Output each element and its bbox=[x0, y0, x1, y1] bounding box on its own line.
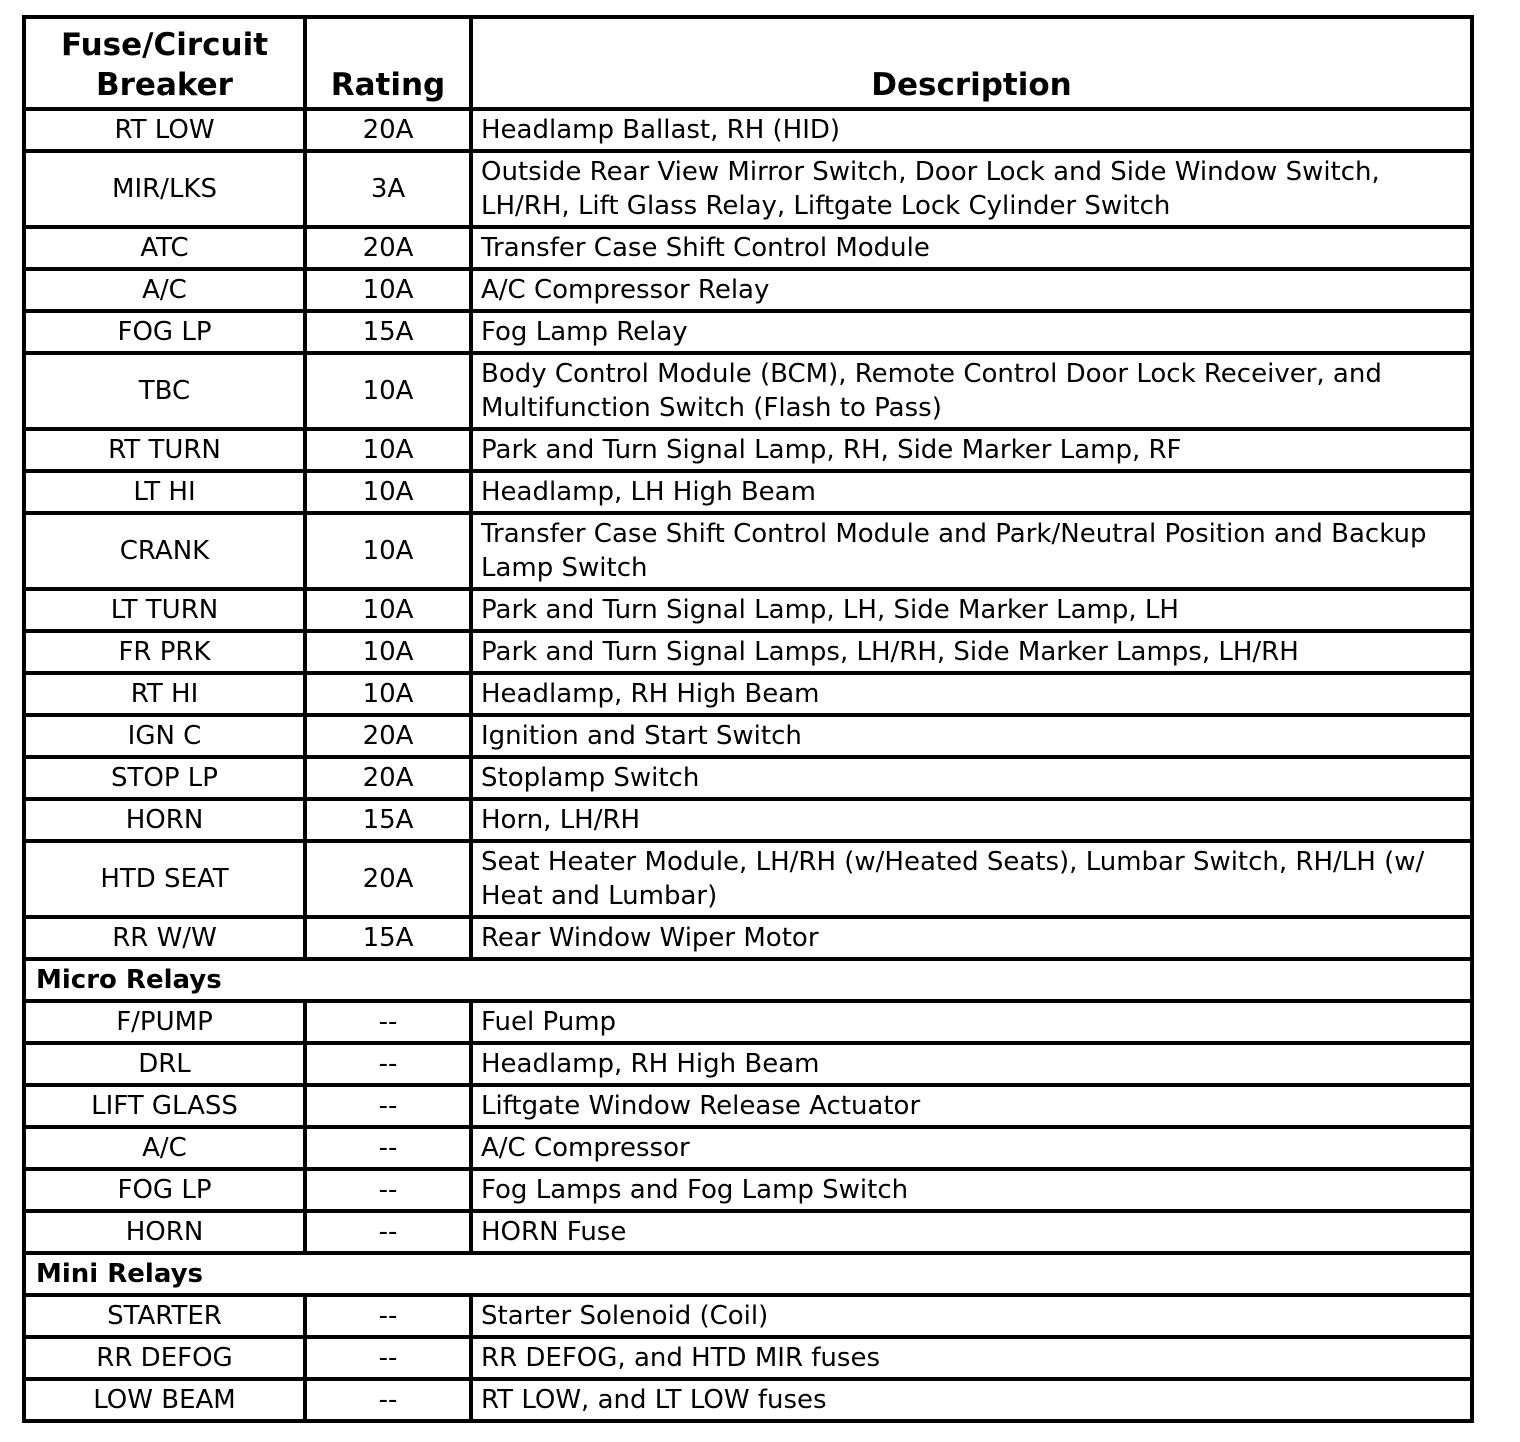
relay-rating: -- bbox=[305, 1211, 471, 1253]
fuse-description: Fog Lamp Relay bbox=[471, 311, 1472, 353]
table-row bbox=[24, 1043, 1472, 1085]
fuse-name: RT HI bbox=[24, 673, 305, 715]
relay-rating: -- bbox=[305, 1001, 471, 1043]
fuse-description: Park and Turn Signal Lamps, LH/RH, Side Marker Lamps, LH/RH bbox=[471, 631, 1472, 673]
fuse-name: IGN C bbox=[24, 715, 305, 757]
relay-description: Headlamp, RH High Beam bbox=[471, 1043, 1472, 1085]
header-rating: Rating bbox=[305, 17, 471, 109]
table-row bbox=[24, 917, 1472, 959]
fuse-description: Horn, LH/RH bbox=[471, 799, 1472, 841]
fuse-description: Ignition and Start Switch bbox=[471, 715, 1472, 757]
fuse-rating: 15A bbox=[305, 799, 471, 841]
table-row bbox=[24, 311, 1472, 353]
relay-rating: -- bbox=[305, 1337, 471, 1379]
table-row bbox=[24, 1211, 1472, 1253]
table-row bbox=[24, 109, 1472, 151]
relay-description: Fuel Pump bbox=[471, 1001, 1472, 1043]
table-row bbox=[24, 1001, 1472, 1043]
section-title-mini-relays: Mini Relays bbox=[24, 1253, 1472, 1295]
table-row bbox=[24, 1127, 1472, 1169]
fuse-name: HTD SEAT bbox=[24, 841, 305, 917]
table-row bbox=[24, 1295, 1472, 1337]
fuse-name: LT HI bbox=[24, 471, 305, 513]
fuse-description: Park and Turn Signal Lamp, LH, Side Marker Lamp, LH bbox=[471, 589, 1472, 631]
header-fuse-line2: Breaker bbox=[96, 67, 233, 103]
fuse-rating: 15A bbox=[305, 917, 471, 959]
fuse-rating: 10A bbox=[305, 269, 471, 311]
table-row bbox=[24, 1337, 1472, 1379]
fuse-rating: 10A bbox=[305, 353, 471, 429]
fuse-description: Transfer Case Shift Control Module and Park/Neutral Position and Backup Lamp Switch bbox=[471, 513, 1472, 589]
table-row bbox=[24, 841, 1472, 917]
table-row bbox=[24, 799, 1472, 841]
relay-name: F/PUMP bbox=[24, 1001, 305, 1043]
relay-name: A/C bbox=[24, 1127, 305, 1169]
relay-rating: -- bbox=[305, 1043, 471, 1085]
relay-rating: -- bbox=[305, 1127, 471, 1169]
relay-description: Starter Solenoid (Coil) bbox=[471, 1295, 1472, 1337]
fuse-name: RT LOW bbox=[24, 109, 305, 151]
fuse-name: A/C bbox=[24, 269, 305, 311]
relay-name: FOG LP bbox=[24, 1169, 305, 1211]
relay-description: RT LOW, and LT LOW fuses bbox=[471, 1379, 1472, 1421]
relay-description: A/C Compressor bbox=[471, 1127, 1472, 1169]
fuse-description: Headlamp, RH High Beam bbox=[471, 673, 1472, 715]
relay-description: HORN Fuse bbox=[471, 1211, 1472, 1253]
table-row bbox=[24, 1379, 1472, 1421]
fuse-rating: 10A bbox=[305, 631, 471, 673]
fuse-name: RR W/W bbox=[24, 917, 305, 959]
fuse-rating: 10A bbox=[305, 471, 471, 513]
fuse-rating: 20A bbox=[305, 841, 471, 917]
relay-name: STARTER bbox=[24, 1295, 305, 1337]
fuse-name: HORN bbox=[24, 799, 305, 841]
relay-name: HORN bbox=[24, 1211, 305, 1253]
fuse-rating: 10A bbox=[305, 513, 471, 589]
fuse-name: TBC bbox=[24, 353, 305, 429]
fuse-name: FR PRK bbox=[24, 631, 305, 673]
table-row bbox=[24, 673, 1472, 715]
relay-name: LOW BEAM bbox=[24, 1379, 305, 1421]
fuse-table bbox=[22, 15, 1474, 1423]
fuse-rating: 3A bbox=[305, 151, 471, 227]
relay-description: Liftgate Window Release Actuator bbox=[471, 1085, 1472, 1127]
fuse-description: A/C Compressor Relay bbox=[471, 269, 1472, 311]
header-fuse-line1: Fuse/Circuit bbox=[60, 27, 269, 63]
fuse-rating: 20A bbox=[305, 109, 471, 151]
table-row bbox=[24, 269, 1472, 311]
relay-rating: -- bbox=[305, 1295, 471, 1337]
fuse-description: Stoplamp Switch bbox=[471, 757, 1472, 799]
fuse-name: FOG LP bbox=[24, 311, 305, 353]
relay-rating: -- bbox=[305, 1379, 471, 1421]
header-row bbox=[24, 17, 1472, 109]
table-row bbox=[24, 589, 1472, 631]
section-row-micro-relays bbox=[24, 959, 1472, 1001]
section-row-mini-relays bbox=[24, 1253, 1472, 1295]
relay-description: Fog Lamps and Fog Lamp Switch bbox=[471, 1169, 1472, 1211]
fuse-description: Headlamp Ballast, RH (HID) bbox=[471, 109, 1472, 151]
table-row bbox=[24, 1085, 1472, 1127]
fuse-name: CRANK bbox=[24, 513, 305, 589]
relay-name: DRL bbox=[24, 1043, 305, 1085]
table-row bbox=[24, 1169, 1472, 1211]
fuse-description: Park and Turn Signal Lamp, RH, Side Marker Lamp, RF bbox=[471, 429, 1472, 471]
fuse-description: Headlamp, LH High Beam bbox=[471, 471, 1472, 513]
table-row bbox=[24, 227, 1472, 269]
fuse-description: Transfer Case Shift Control Module bbox=[471, 227, 1472, 269]
table-row bbox=[24, 757, 1472, 799]
fuse-rating: 20A bbox=[305, 715, 471, 757]
fuse-name: RT TURN bbox=[24, 429, 305, 471]
fuse-name: STOP LP bbox=[24, 757, 305, 799]
relay-description: RR DEFOG, and HTD MIR fuses bbox=[471, 1337, 1472, 1379]
fuse-rating: 10A bbox=[305, 673, 471, 715]
fuse-name: MIR/LKS bbox=[24, 151, 305, 227]
table-row bbox=[24, 631, 1472, 673]
table-row bbox=[24, 429, 1472, 471]
fuse-description: Body Control Module (BCM), Remote Control Door Lock Receiver, and Multifunction Switch (Flash to Pass) bbox=[471, 353, 1472, 429]
section-title-micro-relays: Micro Relays bbox=[24, 959, 1472, 1001]
fuse-rating: 15A bbox=[305, 311, 471, 353]
fuse-rating: 20A bbox=[305, 227, 471, 269]
fuse-description: Rear Window Wiper Motor bbox=[471, 917, 1472, 959]
table-row bbox=[24, 715, 1472, 757]
fuse-description: Seat Heater Module, LH/RH (w/Heated Seats), Lumbar Switch, RH/LH (w/ Heat and Lumbar) bbox=[471, 841, 1472, 917]
relay-rating: -- bbox=[305, 1169, 471, 1211]
table-row bbox=[24, 513, 1472, 589]
header-description: Description bbox=[471, 17, 1472, 109]
fuse-name: ATC bbox=[24, 227, 305, 269]
table-row bbox=[24, 471, 1472, 513]
header-fuse-circuit-breaker bbox=[24, 17, 305, 109]
fuse-rating: 10A bbox=[305, 589, 471, 631]
fuse-name: LT TURN bbox=[24, 589, 305, 631]
table-row bbox=[24, 151, 1472, 227]
fuse-description: Outside Rear View Mirror Switch, Door Lock and Side Window Switch, LH/RH, Lift Glass Relay, Liftgate Lock Cylinder Switch bbox=[471, 151, 1472, 227]
relay-rating: -- bbox=[305, 1085, 471, 1127]
relay-name: LIFT GLASS bbox=[24, 1085, 305, 1127]
fuse-rating: 20A bbox=[305, 757, 471, 799]
table-row bbox=[24, 353, 1472, 429]
fuse-rating: 10A bbox=[305, 429, 471, 471]
relay-name: RR DEFOG bbox=[24, 1337, 305, 1379]
